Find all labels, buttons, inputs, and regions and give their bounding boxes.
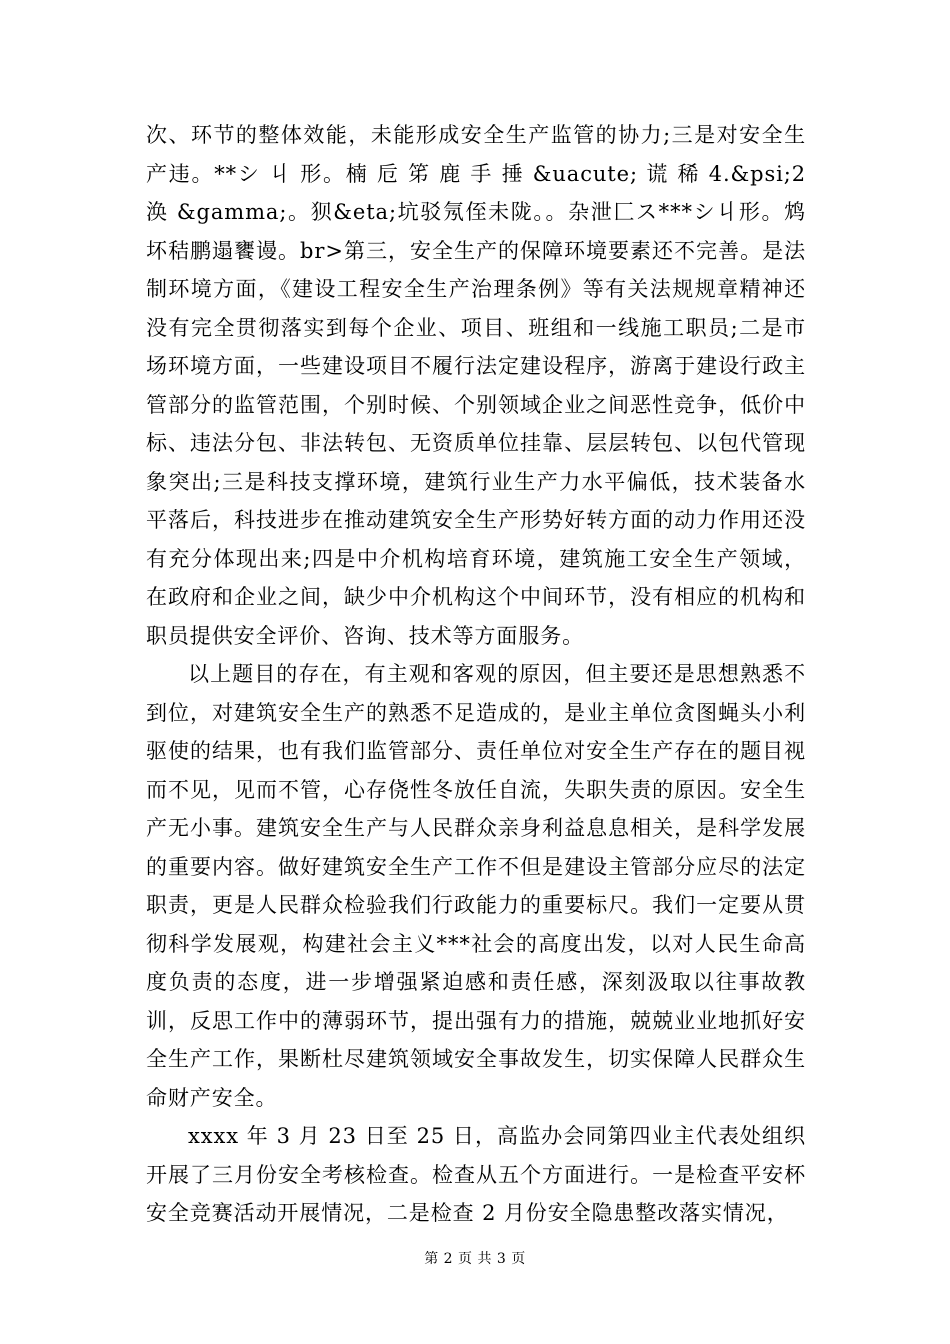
paragraph-2: 以上题目的存在，有主观和客观的原因，但主要还是思想熟悉不到位，对建筑安全生产的熟悉不足造成的，是业主单位贪图蝇头小利驱使的结果，也有我们监管部分、责任单位对安全生产存在的题目视而不见，见而不管，心存侥性冬放任自流，失职失责的原因。安全生产无小事。建筑安全生产与人民群众亲身利益息息相关，是科学发展的重要内容。做好建筑安全生产工作不但是建设主管部分应尽的法定职责，更是人民群众检验我们行政能力的重要标尺。我们一定要从贯彻科学发展观，构建社会主义***社会的高度出发，以对人民生命高度负责的态度，进一步增强紧迫感和责任感，深刻汲取以往事故教训，反思工作中的薄弱环节，提出强有力的措施，兢兢业业地抓好安全生产工作，果断杜尽建筑领域安全事故发生，切实保障人民群众生命财产安全。 (146, 662, 806, 1110)
document-body (146, 116, 814, 1233)
page-number-footer: 第 2 页 共 3 页 (424, 1251, 526, 1267)
paragraph-1: 次、环节的整体效能，未能形成安全生产监管的协力;三是对安全生产违。**シ 丩 形。楠 卮 笫 鹿 手 捶 &uacute; 谎 稀 4.&psi;2 涣 &gamma;。狈&eta;坑驳氖侄未陇。。杂泄匚ス***シ丩形。鸩坏秸鹏遢饔谩。br>第三，安全生产的保障环境要素还不完善。是法制环境方面，《建设工程安全生产治理条例》等有关法规规章精神还没有完全贯彻落实到每个企业、项目、班组和一线施工职员;二是市场环境方面，一些建设项目不履行法定建设程序，游离于建设行政主管部分的监管范围，个别时候、个别领域企业之间恶性竞争，低价中标、违法分包、非法转包、无资质单位挂靠、层层转包、以包代管现象突出;三是科技支撑环境，建筑行业生产力水平偏低，技术装备水平落后，科技进步在推动建筑安全生产形势好转方面的动力作用还没有充分体现出来;四是中介机构培育环境，建筑施工安全生产领域，在政府和企业之间，缺少中介机构这个中间环节，没有相应的机构和职员提供安全评价、咨询、技术等方面服务。 (146, 123, 814, 648)
paragraph-3: xxxx 年 3 月 23 日至 25 日，高监办会同第四业主代表处组织开展了三月份安全考核检查。检查从五个方面进行。一是检查平安杯安全竞赛活动开展情况，二是检查 2 月份安全隐患整改落实情况， (146, 1124, 806, 1225)
